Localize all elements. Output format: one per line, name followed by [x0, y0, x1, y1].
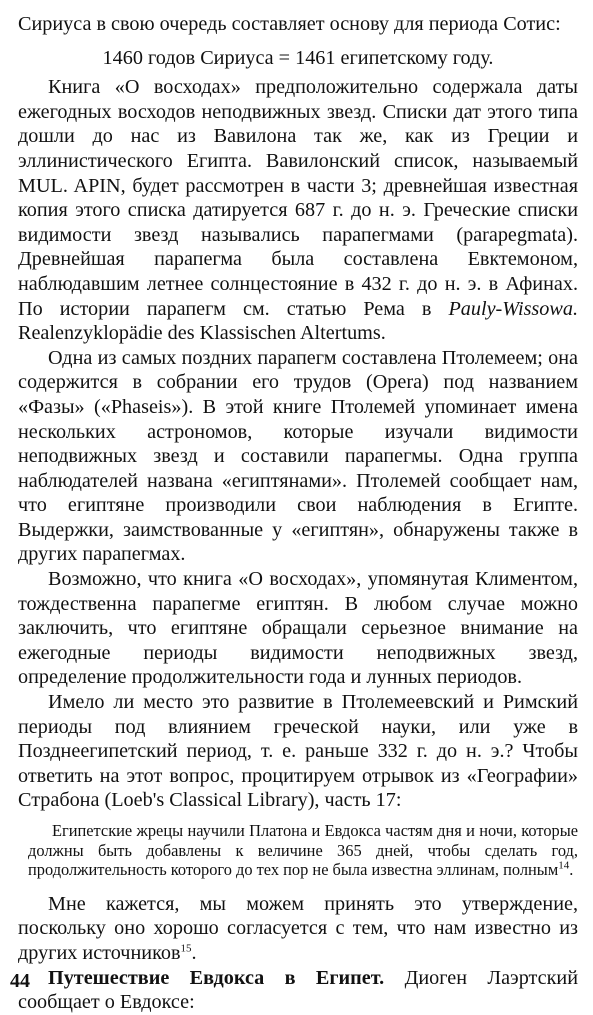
- paragraph-clement: Возможно, что книга «О восходах», упомянутая Климентом, тождественна парапегме египтян. В любом случае можно заключить, что египтяне обращали серьезное внимание на ежегодные периоды видимости неподвижных звезд, определение продолжительности года и лунных периодов.: [18, 568, 578, 689]
- quote-end: .: [569, 860, 574, 880]
- paragraph-agreement: [18, 892, 578, 966]
- paragraph-eudoxus-journey: [18, 966, 578, 1015]
- paragraph-text: Книга «О восходах» предположительно содержала даты ежегодных восходов неподвижных звезд. Списки дат этого типа дошли до нас из Вавилона так же, как из Греции и эллинистического Египта. Вавилонский список, называемый MUL. APIN, будет рассмотрен в части 3; древнейшая известная копия этого списка датируется 687 г. до н. э. Греческие списки видимости звезд назывались парапегмами (parapegmata). Древнейшая парапегма была составлена Евктемоном, наблюдавшим летнее солнцестояние в 432 г. до н. э. в Афинах. По истории парапегм см. статью Рема в: [18, 76, 578, 320]
- paragraph-ptolemy-parapegma: Одна из самых поздних парапегм составлена Птолемеем; она содержится в собрании его трудов (Opera) под названием «Фазы» («Phaseis»). В этой книге Птолемей упоминает имена нескольких астрономов, которые изучали видимости неподвижных звезд и составили парапегмы. Одна группа наблюдателей названа «египтянами». Птолемей сообщает нам, что египтяне производили свои наблюдения в Египте. Выдержки, заимствованные у «египтян», обнаружены также в других парапегмах.: [18, 346, 578, 566]
- paragraph-text: Realenzyklopädie des Klassischen Altertums.: [18, 322, 386, 345]
- paragraph-sothis-intro: Сириуса в свою очередь составляет основу для периода Сотис:: [18, 13, 561, 35]
- quote-text: Египетские жрецы научили Платона и Евдокса частям дня и ночи, которые должны быть добавлены к величине 365 дней, чтобы сделать год, продолжительность которого до тех пор не была известна эллинам, полным: [28, 821, 578, 880]
- footnote-ref-14: 14: [558, 859, 570, 872]
- paragraph-text: Диоген Лаэртский сообщает о Евдоксе:: [18, 966, 578, 1014]
- italic-reference: Pauly-Wissowa.: [448, 297, 578, 320]
- paragraph-book-of-risings: [18, 75, 578, 346]
- strabo-quotation: [28, 821, 578, 880]
- text-column: [18, 12, 578, 1015]
- paragraph-strabo-question: Имело ли место это развитие в Птолемеевский и Римский периоды под влиянием греческой науки, или уже в Позднеегипетский период, т. е. раньше 332 г. до н. э.? Чтобы ответить на этот вопрос, процитируем отрывок из «Географии» Страбона (Loeb's Classical Library), часть 17:: [18, 691, 578, 812]
- page-number: 44: [10, 970, 30, 992]
- paragraph-text: Мне кажется, мы можем принять это утверждение, поскольку оно хорошо согласуется с тем, что нам известно из других источников: [18, 892, 578, 964]
- formula-sirius-years: 1460 годов Сириуса = 1461 египетскому году.: [102, 46, 494, 69]
- section-heading: Путешествие Евдокса в Египет.: [48, 966, 385, 989]
- paragraph-end: .: [191, 941, 197, 964]
- footnote-ref-15: 15: [180, 942, 192, 955]
